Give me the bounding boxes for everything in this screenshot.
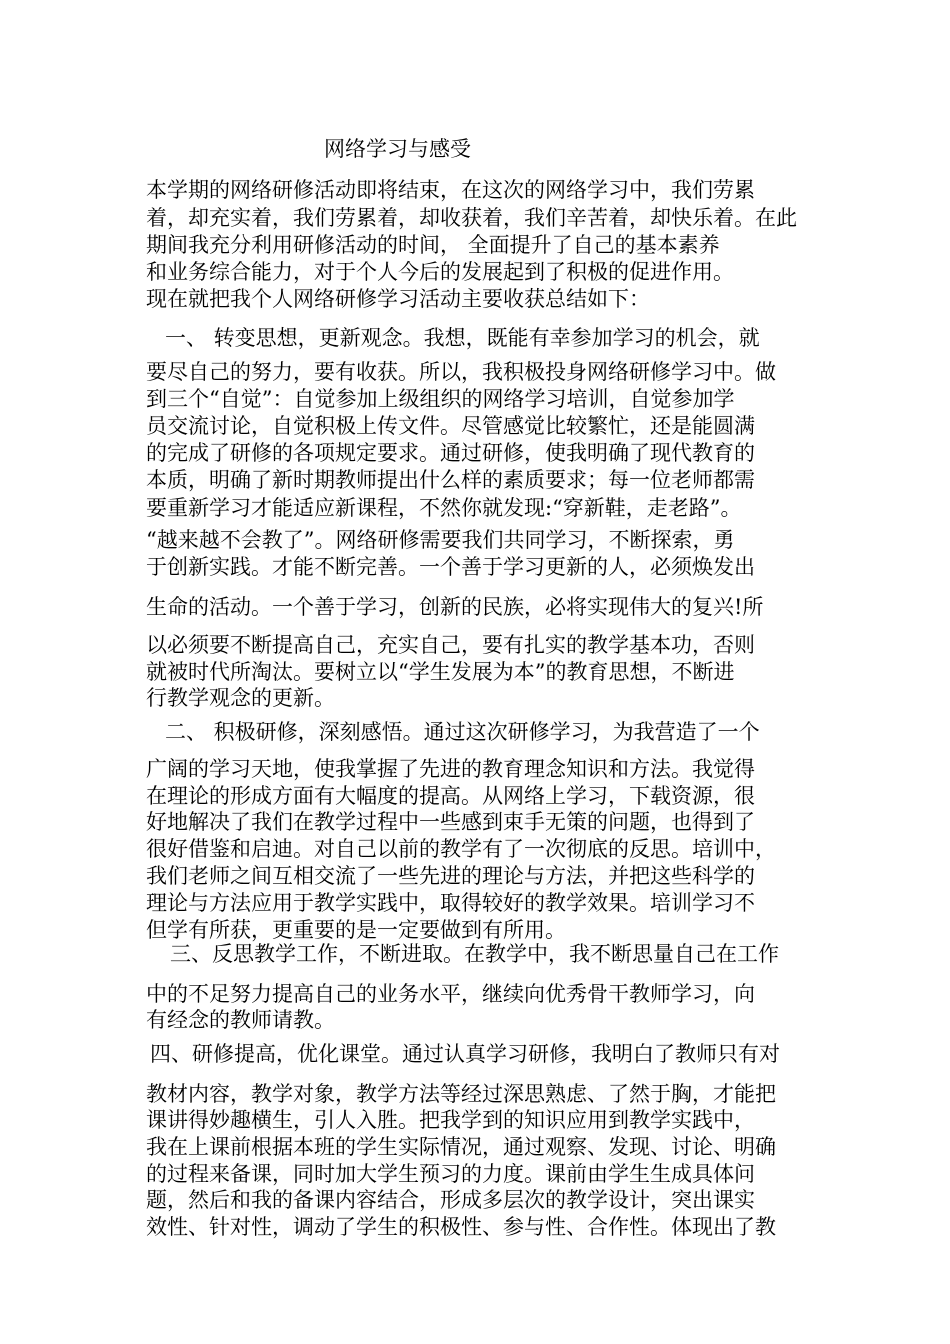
body-line: 本质，明确了新时期教师提出什么样的素质要求；每一位老师都需 [146, 468, 755, 492]
body-line: 但学有所获，更重要的是一定要做到有所用。 [146, 918, 566, 942]
body-line: 要尽自己的努力，要有收获。所以，我积极投身网络研修学习中。做 [146, 360, 776, 384]
body-line: 的完成了研修的各项规定要求。通过研修，使我明确了现代教育的 [146, 441, 755, 465]
body-line: 四、研修提高，优化课堂。通过认真学习研修，我明白了教师只有对 [150, 1042, 780, 1066]
body-line: 以必须要不断提高自己，充实自己，要有扎实的教学基本功，否则 [146, 633, 755, 657]
body-line: 三、反思教学工作，不断进取。在教学中，我不断思量自己在工作 [170, 942, 779, 966]
body-line: 效性、针对性，调动了学生的积极性、参与性、合作性。体现出了教 [146, 1215, 776, 1239]
body-line: 有经念的教师请教。 [146, 1008, 335, 1032]
body-line: 一、 转变思想，更新观念。我想，既能有幸参加学习的机会，就 [165, 326, 760, 350]
body-line: 好地解决了我们在教学过程中一些感到束手无策的问题，也得到了 [146, 810, 755, 834]
body-line: 很好借鉴和启迪。对自己以前的教学有了一次彻底的反思。培训中， [146, 837, 776, 861]
body-line: 生命的活动。一个善于学习，创新的民族，必将实现伟大的复兴!所 [146, 595, 764, 619]
body-line: 本学期的网络研修活动即将结束，在这次的网络学习中，我们劳累 [146, 178, 755, 202]
body-line: 着，却充实着，我们劳累着，却收获着，我们辛苦着，却快乐着。在此 [146, 206, 797, 230]
body-line: 现在就把我个人网络研修学习活动主要收获总结如下： [146, 287, 650, 311]
body-line: 行教学观念的更新。 [146, 686, 335, 710]
body-line: 课讲得妙趣横生，引人入胜。把我学到的知识应用到教学实践中， [146, 1108, 755, 1132]
body-line: 的过程来备课，同时加大学生预习的力度。课前由学生生成具体问 [146, 1162, 755, 1186]
body-line: 广阔的学习天地，使我掌握了先进的教育理念知识和方法。我觉得 [146, 757, 755, 781]
body-line: 到三个“自觉”：自觉参加上级组织的网络学习培训，自觉参加学 [146, 387, 735, 411]
body-line: 中的不足努力提高自己的业务水平，继续向优秀骨干教师学习，向 [146, 982, 755, 1006]
body-line: 期间我充分利用研修活动的时间， 全面提升了自己的基本素养 [146, 233, 720, 257]
document-title: 网络学习与感受 [324, 137, 471, 161]
body-line: 教材内容，教学对象，教学方法等经过深思熟虑、了然于胸，才能把 [146, 1082, 776, 1106]
body-line: 和业务综合能力，对于个人今后的发展起到了积极的促进作用。 [146, 260, 734, 284]
body-line: 二、 积极研修，深刻感悟。通过这次研修学习，为我营造了一个 [165, 720, 760, 744]
body-line: 就被时代所淘汰。要树立以“学生发展为本”的教育思想，不断进 [146, 660, 735, 684]
body-line: 理论与方法应用于教学实践中，取得较好的教学效果。培训学习不 [146, 891, 755, 915]
body-line: 员交流讨论，自觉积极上传文件。尽管感觉比较繁忙，还是能圆满 [146, 414, 755, 438]
body-line: 于创新实践。才能不断完善。一个善于学习更新的人，必须焕发出 [146, 555, 755, 579]
body-line: “越来越不会教了”。网络研修需要我们共同学习，不断探索，勇 [146, 528, 735, 552]
body-line: 我在上课前根据本班的学生实际情况，通过观察、发现、讨论、明确 [146, 1135, 776, 1159]
body-line: 在理论的形成方面有大幅度的提高。从网络上学习，下载资源，很 [146, 784, 755, 808]
body-line: 我们老师之间互相交流了一些先进的理论与方法，并把这些科学的 [146, 864, 755, 888]
body-line: 要重新学习才能适应新课程，不然你就发现:“穿新鞋，走老路”。 [146, 496, 742, 520]
body-line: 题，然后和我的备课内容结合，形成多层次的教学设计，突出课实 [146, 1188, 755, 1212]
